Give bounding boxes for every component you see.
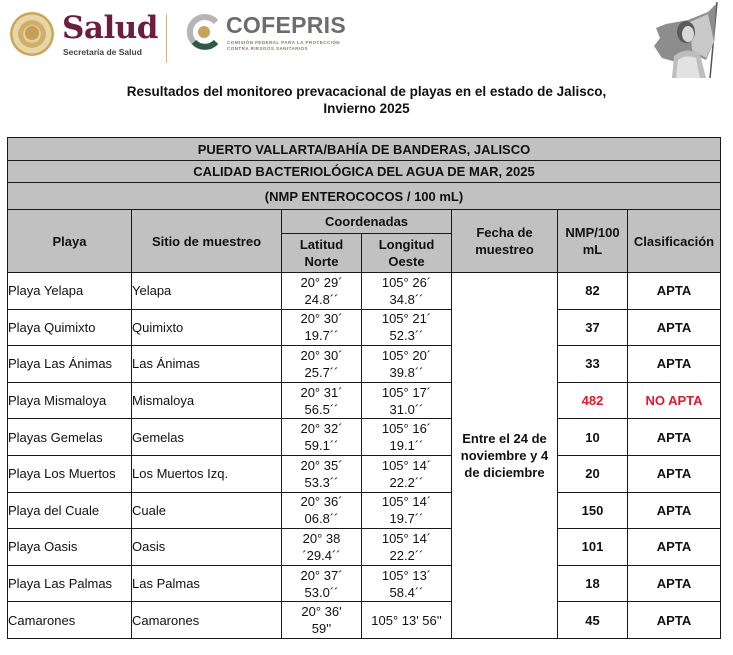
cell-longitud <box>362 273 452 310</box>
table-row <box>8 419 721 456</box>
cofepris-logo-text: COFEPRIS <box>226 12 346 38</box>
salud-logo-subtitle: Secretaría de Salud <box>63 47 142 57</box>
cell-longitud-line1: 105° 17´ <box>381 384 432 400</box>
cell-clasificacion: APTA <box>628 565 721 602</box>
cell-nmp: 82 <box>558 273 628 310</box>
cell-latitud <box>282 273 362 310</box>
cell-clasificacion: APTA <box>628 602 721 639</box>
cell-clasificacion: APTA <box>628 309 721 346</box>
column-header-nmp <box>558 210 628 273</box>
cell-sitio: Quimixto <box>132 309 282 346</box>
cell-playa: Playa del Cuale <box>8 492 132 529</box>
cell-longitud-line1: 105° 26´ <box>381 274 432 290</box>
column-header-nmp-line1: NMP/100 <box>565 225 620 240</box>
cell-latitud-line2: 59'' <box>311 621 332 637</box>
cell-latitud-line2: 53.0´´ <box>304 584 339 600</box>
cell-clasificacion: APTA <box>628 492 721 529</box>
table-row <box>8 273 721 310</box>
column-header-row <box>8 210 721 234</box>
cell-longitud-line2: 58.4´´ <box>389 584 424 600</box>
column-header-latitud-line1: Latitud <box>299 237 344 252</box>
cell-latitud-line1: 20° 30´ <box>300 311 343 327</box>
cell-longitud-line2: 19.7´´ <box>389 511 424 527</box>
cell-sitio: Las Palmas <box>132 565 282 602</box>
band-units-text: (NMP ENTEROCOCOS / 100 mL) <box>8 183 721 210</box>
cell-fecha-muestreo <box>452 273 558 639</box>
cell-longitud <box>362 529 452 566</box>
cell-longitud <box>362 346 452 383</box>
cell-latitud-line2: 24.8´´ <box>304 291 339 307</box>
cell-nmp: 45 <box>558 602 628 639</box>
band-location-text: PUERTO VALLARTA/BAHÍA DE BANDERAS, JALISCO <box>8 138 721 161</box>
cell-sitio: Yelapa <box>132 273 282 310</box>
column-header-fecha-line2: muestreo <box>475 242 534 257</box>
table-band-location <box>8 138 721 161</box>
cell-latitud-line2: 59.1´´ <box>304 438 339 454</box>
table-row <box>8 529 721 566</box>
cell-longitud-line2: 52.3´´ <box>389 328 424 344</box>
cell-playa: Camarones <box>8 602 132 639</box>
cell-playa: Playa Las Ánimas <box>8 346 132 383</box>
cell-longitud-line1: 105° 14´ <box>381 457 432 473</box>
cell-latitud-line2: ´29.4´´ <box>302 547 341 563</box>
band-quality-text: CALIDAD BACTERIOLÓGICA DEL AGUA DE MAR, 2025 <box>8 161 721 183</box>
cell-latitud-line2: 19.7´´ <box>304 328 339 344</box>
cell-longitud-line1: 105° 20´ <box>381 347 432 363</box>
table-row <box>8 346 721 383</box>
cell-playa: Playa Las Palmas <box>8 565 132 602</box>
cell-sitio: Oasis <box>132 529 282 566</box>
column-header-clasificacion: Clasificación <box>628 210 721 273</box>
column-header-longitud-line1: Longitud <box>378 237 435 252</box>
cell-playa: Playa Quimixto <box>8 309 132 346</box>
cell-longitud <box>362 382 452 419</box>
cofepris-logo-mark-icon <box>186 14 222 50</box>
cell-nmp: 33 <box>558 346 628 383</box>
logo-divider <box>166 14 167 63</box>
cell-longitud-line2: 22.2´´ <box>389 474 424 490</box>
cell-clasificacion: APTA <box>628 273 721 310</box>
cell-latitud <box>282 602 362 639</box>
column-header-latitud <box>282 234 362 273</box>
column-header-playa: Playa <box>8 210 132 273</box>
cell-nmp: 150 <box>558 492 628 529</box>
cell-longitud-line2: 34.8´´ <box>389 291 424 307</box>
cell-nmp: 10 <box>558 419 628 456</box>
cell-nmp: 101 <box>558 529 628 566</box>
cell-latitud <box>282 309 362 346</box>
salud-logo-text: Salud <box>62 10 158 46</box>
cell-sitio: Mismaloya <box>132 382 282 419</box>
column-header-latitud-line2: Norte <box>304 254 339 269</box>
cell-latitud-line1: 20° 32´ <box>300 421 343 437</box>
cell-clasificacion: APTA <box>628 455 721 492</box>
cell-sitio: Los Muertos Izq. <box>132 455 282 492</box>
cell-latitud-line1: 20° 29´ <box>300 274 343 290</box>
cell-longitud <box>362 419 452 456</box>
cell-latitud-line1: 20° 36' <box>301 604 342 620</box>
column-header-fecha-line1: Fecha de <box>476 225 533 240</box>
cell-latitud-line2: 25.7´´ <box>304 364 339 380</box>
table-row <box>8 565 721 602</box>
cell-latitud <box>282 565 362 602</box>
cell-clasificacion: NO APTA <box>628 382 721 419</box>
cell-latitud-line1: 20° 36´ <box>300 494 343 510</box>
table-row <box>8 382 721 419</box>
document-title-line1: Resultados del monitoreo prevacacional de playas en el estado de Jalisco, <box>126 84 607 99</box>
cell-longitud-line2: 19.1´´ <box>389 438 424 454</box>
cell-latitud <box>282 346 362 383</box>
column-header-nmp-line2: mL <box>582 242 603 257</box>
cell-latitud-line1: 20° 35´ <box>300 457 343 473</box>
cell-latitud-line1: 20° 30´ <box>300 347 343 363</box>
cell-nmp: 37 <box>558 309 628 346</box>
cell-playa: Playa Los Muertos <box>8 455 132 492</box>
cell-longitud-line2: 22.2´´ <box>389 547 424 563</box>
column-header-longitud-line2: Oeste <box>388 254 425 269</box>
cell-longitud <box>362 492 452 529</box>
cell-nmp: 482 <box>558 382 628 419</box>
cell-playa: Playa Yelapa <box>8 273 132 310</box>
logo-bar <box>0 0 733 70</box>
cell-latitud-line2: 53.3´´ <box>304 474 339 490</box>
cell-longitud-line1: 105° 21´ <box>381 311 432 327</box>
cell-playa: Playa Mismaloya <box>8 382 132 419</box>
table-band-units <box>8 183 721 210</box>
fecha-line3: de diciembre <box>464 464 545 480</box>
cell-longitud-line1: 105° 14´ <box>381 530 432 546</box>
cell-latitud <box>282 419 362 456</box>
column-header-fecha <box>452 210 558 273</box>
cell-longitud <box>362 455 452 492</box>
cell-clasificacion: APTA <box>628 419 721 456</box>
cell-longitud <box>362 602 452 639</box>
column-header-sitio: Sitio de muestreo <box>132 210 282 273</box>
cell-longitud-line2: 31.0´´ <box>389 401 424 417</box>
cell-sitio: Las Ánimas <box>132 346 282 383</box>
cell-sitio: Cuale <box>132 492 282 529</box>
cell-longitud-line1: 105° 13´ <box>381 567 432 583</box>
cell-sitio: Camarones <box>132 602 282 639</box>
cell-longitud-line1: 105° 13' 56'' <box>371 612 442 628</box>
cofepris-subtitle-line1: COMISIÓN FEDERAL PARA LA PROTECCIÓN <box>227 40 341 45</box>
cell-nmp: 18 <box>558 565 628 602</box>
cell-latitud-line1: 20° 37´ <box>300 567 343 583</box>
column-header-coordenadas: Coordenadas <box>282 210 452 234</box>
cell-longitud <box>362 309 452 346</box>
cell-clasificacion: APTA <box>628 346 721 383</box>
heroine-with-flag-illustration-icon <box>646 2 726 78</box>
cell-latitud-line2: 06.8´´ <box>304 511 339 527</box>
table-band-quality <box>8 161 721 183</box>
document-title-line2: Invierno 2025 <box>323 101 410 116</box>
cell-longitud-line1: 105° 14´ <box>381 494 432 510</box>
cell-longitud <box>362 565 452 602</box>
cell-sitio: Gemelas <box>132 419 282 456</box>
cell-clasificacion: APTA <box>628 529 721 566</box>
cell-longitud-line2: 39.8´´ <box>389 364 424 380</box>
mexico-coat-of-arms-seal-icon <box>10 12 54 56</box>
table-row <box>8 455 721 492</box>
results-table <box>7 137 721 639</box>
cell-nmp: 20 <box>558 455 628 492</box>
table-row <box>8 309 721 346</box>
cell-latitud-line1: 20° 38 <box>302 530 341 546</box>
cell-latitud <box>282 492 362 529</box>
document-title <box>0 83 733 117</box>
fecha-line2: noviembre y 4 <box>460 447 549 463</box>
cell-latitud <box>282 529 362 566</box>
cell-latitud <box>282 455 362 492</box>
cell-playa: Playas Gemelas <box>8 419 132 456</box>
fecha-line1: Entre el 24 de <box>462 430 547 446</box>
table-row <box>8 492 721 529</box>
cell-playa: Playa Oasis <box>8 529 132 566</box>
cell-longitud-line1: 105° 16´ <box>381 421 432 437</box>
table-body <box>8 273 721 639</box>
cell-latitud-line1: 20° 31´ <box>300 384 343 400</box>
cell-latitud <box>282 382 362 419</box>
column-header-longitud <box>362 234 452 273</box>
cell-latitud-line2: 56.5´´ <box>304 401 339 417</box>
cofepris-subtitle-line2: CONTRA RIESGOS SANITARIOS <box>227 46 308 51</box>
table-row <box>8 602 721 639</box>
